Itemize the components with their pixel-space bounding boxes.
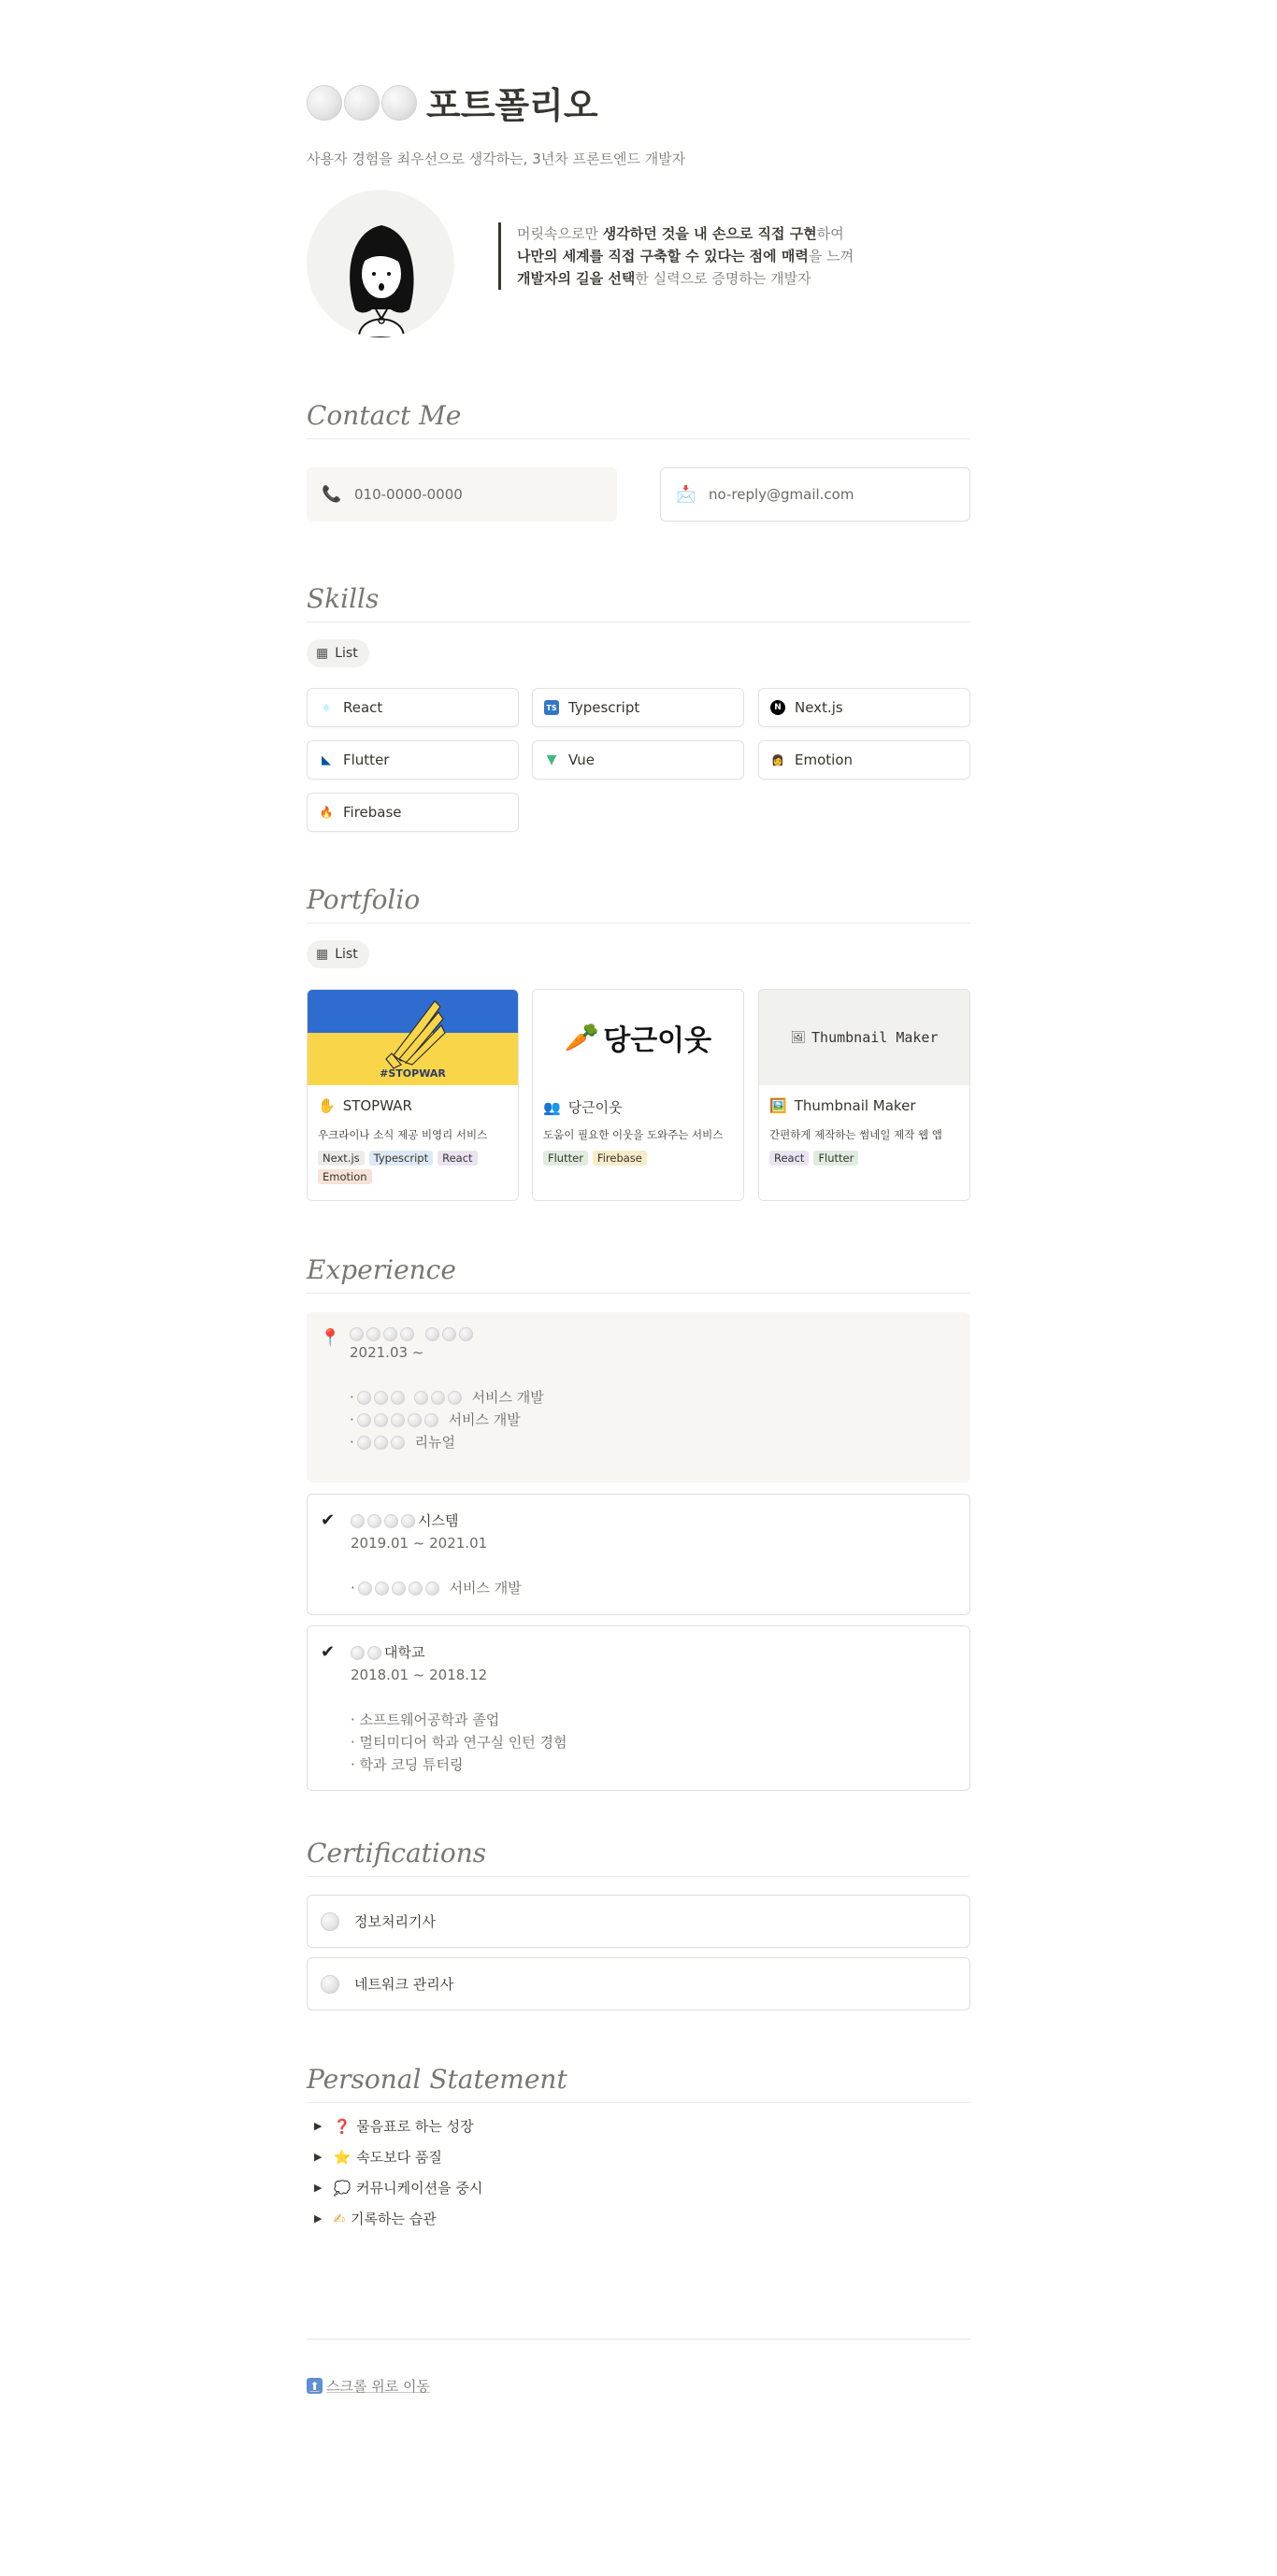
tag: Flutter <box>813 1151 858 1166</box>
nextjs-icon: N <box>770 700 785 715</box>
card-description: 우크라이나 소식 제공 비영리 서비스 <box>318 1128 488 1141</box>
masked-name <box>307 85 417 121</box>
typescript-icon: TS <box>544 700 559 715</box>
card-tags <box>769 1151 961 1166</box>
email-address: no-reply@gmail.com <box>709 486 854 503</box>
card-title <box>769 1097 915 1114</box>
experience-title <box>351 1510 969 1532</box>
mask-circle-icon <box>321 1975 339 1994</box>
mask-circle-icon <box>409 1581 423 1596</box>
experience-bullet: · 서비스 개발 <box>351 1577 969 1599</box>
firebase-icon: 🔥 <box>319 806 334 819</box>
skill-nextjs[interactable] <box>758 688 970 727</box>
toggle-triangle-icon: ▶ <box>314 2120 323 2132</box>
intro-text: 머릿속으로만 <box>517 225 603 242</box>
mask-circle-icon <box>374 1391 388 1405</box>
card-title <box>543 1097 623 1117</box>
mask-circle-icon <box>367 1646 381 1660</box>
mask-circle-icon <box>374 1413 388 1427</box>
portfolio-card-stopwar[interactable] <box>307 989 519 1201</box>
bullet-text: 서비스 개발 <box>471 1389 544 1406</box>
card-thumbnail <box>533 990 743 1085</box>
certification-name: 네트워크 관리사 <box>354 1976 454 1993</box>
toggle-label: 기록하는 습관 <box>351 2211 437 2227</box>
statement-toggle[interactable] <box>314 2116 474 2136</box>
card-tags <box>543 1151 735 1166</box>
intro-quote <box>498 222 854 290</box>
skill-label: Next.js <box>795 699 843 716</box>
statement-toggle[interactable] <box>314 2209 437 2228</box>
mask-circle-icon <box>321 1912 339 1931</box>
skill-label: Firebase <box>343 804 402 821</box>
certification-item <box>307 1957 970 2011</box>
thumbnail-caption: #STOPWAR <box>380 1067 446 1080</box>
tag: Emotion <box>318 1169 372 1184</box>
intro-bold: 생각하던 것을 내 손으로 직접 구현 <box>602 225 817 242</box>
skill-firebase[interactable] <box>307 793 519 832</box>
experience-title-text: 시스템 <box>418 1512 459 1529</box>
mask-circle-icon <box>391 1413 405 1427</box>
skill-label: Vue <box>568 751 595 768</box>
phone-contact[interactable] <box>307 467 617 522</box>
mask-circle-icon <box>424 1413 438 1427</box>
card-description: 도움이 필요한 이웃을 도와주는 서비스 <box>543 1128 724 1141</box>
phone-icon: 📞 <box>322 485 342 504</box>
mask-circle-icon <box>425 1327 439 1341</box>
tag: Next.js <box>318 1151 365 1166</box>
people-icon: 👥 <box>543 1098 561 1116</box>
statement-toggle[interactable] <box>314 2178 482 2197</box>
vue-icon: ▼ <box>546 752 557 767</box>
intro-bold: 나만의 세계를 직접 구축할 수 있다는 점에 매력 <box>517 248 809 265</box>
toggle-label: 속도보다 품질 <box>356 2149 442 2166</box>
checkmark-icon: ✔ <box>321 1510 336 1530</box>
star-icon: ⭐ <box>333 2148 352 2166</box>
card-description: 간편하게 제작하는 썸네일 제작 웹 앱 <box>769 1128 942 1141</box>
experience-title-text: 대학교 <box>384 1644 425 1661</box>
mask-circle-icon <box>366 1327 380 1341</box>
card-title <box>318 1097 412 1114</box>
mask-circle-icon <box>307 85 342 121</box>
experience-bullet: · 서비스 개발 <box>350 1386 970 1409</box>
mask-circle-icon <box>400 1327 414 1341</box>
experience-period: 2019.01 ~ 2021.01 <box>351 1535 488 1552</box>
intro-text: 을 느껴 <box>808 248 854 265</box>
skill-emotion[interactable] <box>758 740 970 780</box>
mask-circle-icon <box>344 85 380 121</box>
image-icon: 🖼 <box>790 1030 807 1045</box>
experience-item <box>307 1494 970 1615</box>
mask-circle-icon <box>381 85 417 121</box>
experience-bullet: · 리뉴얼 <box>350 1431 970 1453</box>
mask-circle-icon <box>408 1413 422 1427</box>
mask-circle-icon <box>425 1581 439 1596</box>
grid-icon: ▦ <box>316 947 329 962</box>
intro-bold: 개발자의 길을 선택 <box>517 270 636 287</box>
thumbnail-caption: 당근이웃 <box>603 1024 712 1057</box>
experience-title <box>351 1641 969 1664</box>
skill-vue[interactable] <box>532 740 744 780</box>
experience-title <box>350 1327 970 1341</box>
certification-item <box>307 1895 970 1948</box>
phone-number: 010-0000-0000 <box>354 486 463 503</box>
statement-toggle[interactable] <box>314 2147 442 2167</box>
card-thumbnail <box>759 990 969 1085</box>
pin-icon: 📍 <box>320 1328 341 1348</box>
experience-item <box>307 1312 970 1482</box>
mask-circle-icon <box>375 1581 389 1596</box>
scroll-top-link[interactable] <box>307 2376 430 2396</box>
skill-label: Emotion <box>795 751 853 768</box>
email-contact[interactable] <box>660 467 970 522</box>
toggle-triangle-icon: ▶ <box>314 2212 323 2225</box>
mask-circle-icon <box>459 1327 473 1341</box>
statement-heading: Personal Statement <box>307 2064 970 2103</box>
mask-circle-icon <box>414 1391 428 1405</box>
mask-circle-icon <box>442 1327 456 1341</box>
intro-text: 한 실력으로 증명하는 개발자 <box>635 270 811 287</box>
experience-bullet: · 멀티미디어 학과 연구실 인턴 경험 <box>351 1734 567 1751</box>
mask-circle-icon <box>374 1436 388 1450</box>
mask-circle-icon <box>448 1391 462 1405</box>
portfolio-card-thumbnail-maker[interactable] <box>758 989 970 1201</box>
toggle-triangle-icon: ▶ <box>314 2151 323 2163</box>
experience-item <box>307 1625 970 1791</box>
skills-view-tab[interactable] <box>307 639 369 667</box>
thumbnail-caption: Thumbnail Maker <box>811 1029 939 1046</box>
card-tags <box>318 1151 509 1184</box>
tag: Typescript <box>369 1151 433 1166</box>
mask-circle-icon <box>367 1514 381 1528</box>
experience-bullet: · 소프트웨어공학과 졸업 <box>351 1711 500 1728</box>
avatar <box>307 190 454 337</box>
skill-label: Typescript <box>568 699 640 716</box>
flutter-icon: ◣ <box>322 752 331 767</box>
card-title-text: Thumbnail Maker <box>794 1097 916 1114</box>
portfolio-page <box>307 0 970 2576</box>
view-label: List <box>335 947 358 962</box>
envelope-icon: 📩 <box>676 485 696 504</box>
tag: Firebase <box>593 1151 647 1166</box>
carrot-icon: 🥕 <box>564 1021 600 1054</box>
bullet-text: 서비스 개발 <box>449 1580 522 1596</box>
toggle-triangle-icon: ▶ <box>314 2182 323 2194</box>
emotion-icon: 👩 <box>771 753 784 766</box>
skill-react[interactable] <box>307 688 519 727</box>
toggle-label: 커뮤니케이션을 중시 <box>356 2180 483 2197</box>
question-icon: ❓ <box>333 2117 352 2135</box>
card-title-text: 당근이웃 <box>567 1099 623 1116</box>
experience-period: 2018.01 ~ 2018.12 <box>351 1667 488 1683</box>
skills-heading: Skills <box>307 583 970 623</box>
intro-text: 하여 <box>816 225 844 242</box>
scroll-top-label: 스크롤 위로 이동 <box>326 2378 430 2395</box>
mask-circle-icon <box>351 1514 365 1528</box>
experience-bullet: · 학과 코딩 튜터링 <box>351 1756 464 1773</box>
picture-icon: 🖼️ <box>769 1097 787 1114</box>
mask-circle-icon <box>357 1391 371 1405</box>
tag: React <box>438 1151 477 1166</box>
certification-name: 정보처리기사 <box>354 1913 436 1930</box>
mask-circle-icon <box>401 1514 415 1528</box>
mask-circle-icon <box>350 1327 364 1341</box>
skill-typescript[interactable] <box>532 688 744 727</box>
up-arrow-icon: ⬆ <box>307 2378 323 2394</box>
mask-circle-icon <box>392 1581 406 1596</box>
footer-divider <box>307 2339 970 2340</box>
view-label: List <box>335 646 358 661</box>
mask-circle-icon <box>357 1413 371 1427</box>
tag: Flutter <box>543 1151 588 1166</box>
mask-circle-icon <box>357 1436 371 1450</box>
mask-circle-icon <box>351 1646 365 1660</box>
portfolio-card-carrot[interactable] <box>532 989 744 1201</box>
tag: React <box>769 1151 809 1166</box>
skill-label: React <box>343 699 383 716</box>
experience-heading: Experience <box>307 1254 970 1294</box>
bullet-text: 리뉴얼 <box>414 1434 456 1451</box>
toggle-label: 물음표로 하는 성장 <box>356 2118 474 2135</box>
portfolio-view-tab[interactable] <box>307 940 369 968</box>
skill-flutter[interactable] <box>307 740 519 780</box>
card-title-text: STOPWAR <box>342 1097 412 1114</box>
raised-hand-icon: ✋ <box>318 1097 336 1114</box>
mask-circle-icon <box>391 1436 405 1450</box>
contact-heading: Contact Me <box>307 400 970 439</box>
grid-icon: ▦ <box>316 646 329 661</box>
experience-bullet: · 서비스 개발 <box>350 1409 970 1431</box>
mask-circle-icon <box>384 1514 398 1528</box>
skill-label: Flutter <box>343 751 390 768</box>
mask-circle-icon <box>358 1581 372 1596</box>
card-thumbnail <box>308 990 518 1085</box>
writing-hand-icon: ✍ <box>333 2210 346 2227</box>
checkmark-icon: ✔ <box>321 1642 336 1662</box>
certifications-heading: Certifications <box>307 1838 970 1877</box>
mask-circle-icon <box>391 1391 405 1405</box>
page-title <box>307 77 598 128</box>
experience-period: 2021.03 ~ <box>350 1344 424 1361</box>
bullet-text: 서비스 개발 <box>448 1411 521 1428</box>
avatar-illustration-icon <box>307 190 454 337</box>
speech-bubble-icon: 💭 <box>333 2179 352 2197</box>
portfolio-heading: Portfolio <box>307 884 970 923</box>
mask-circle-icon <box>383 1327 397 1341</box>
page-subtitle: 사용자 경험을 최우선으로 생각하는, 3년차 프론트엔드 개발자 <box>307 150 686 167</box>
mask-circle-icon <box>431 1391 445 1405</box>
react-icon: ⚛ <box>322 701 331 714</box>
page-title-text: 포트폴리오 <box>426 85 598 126</box>
